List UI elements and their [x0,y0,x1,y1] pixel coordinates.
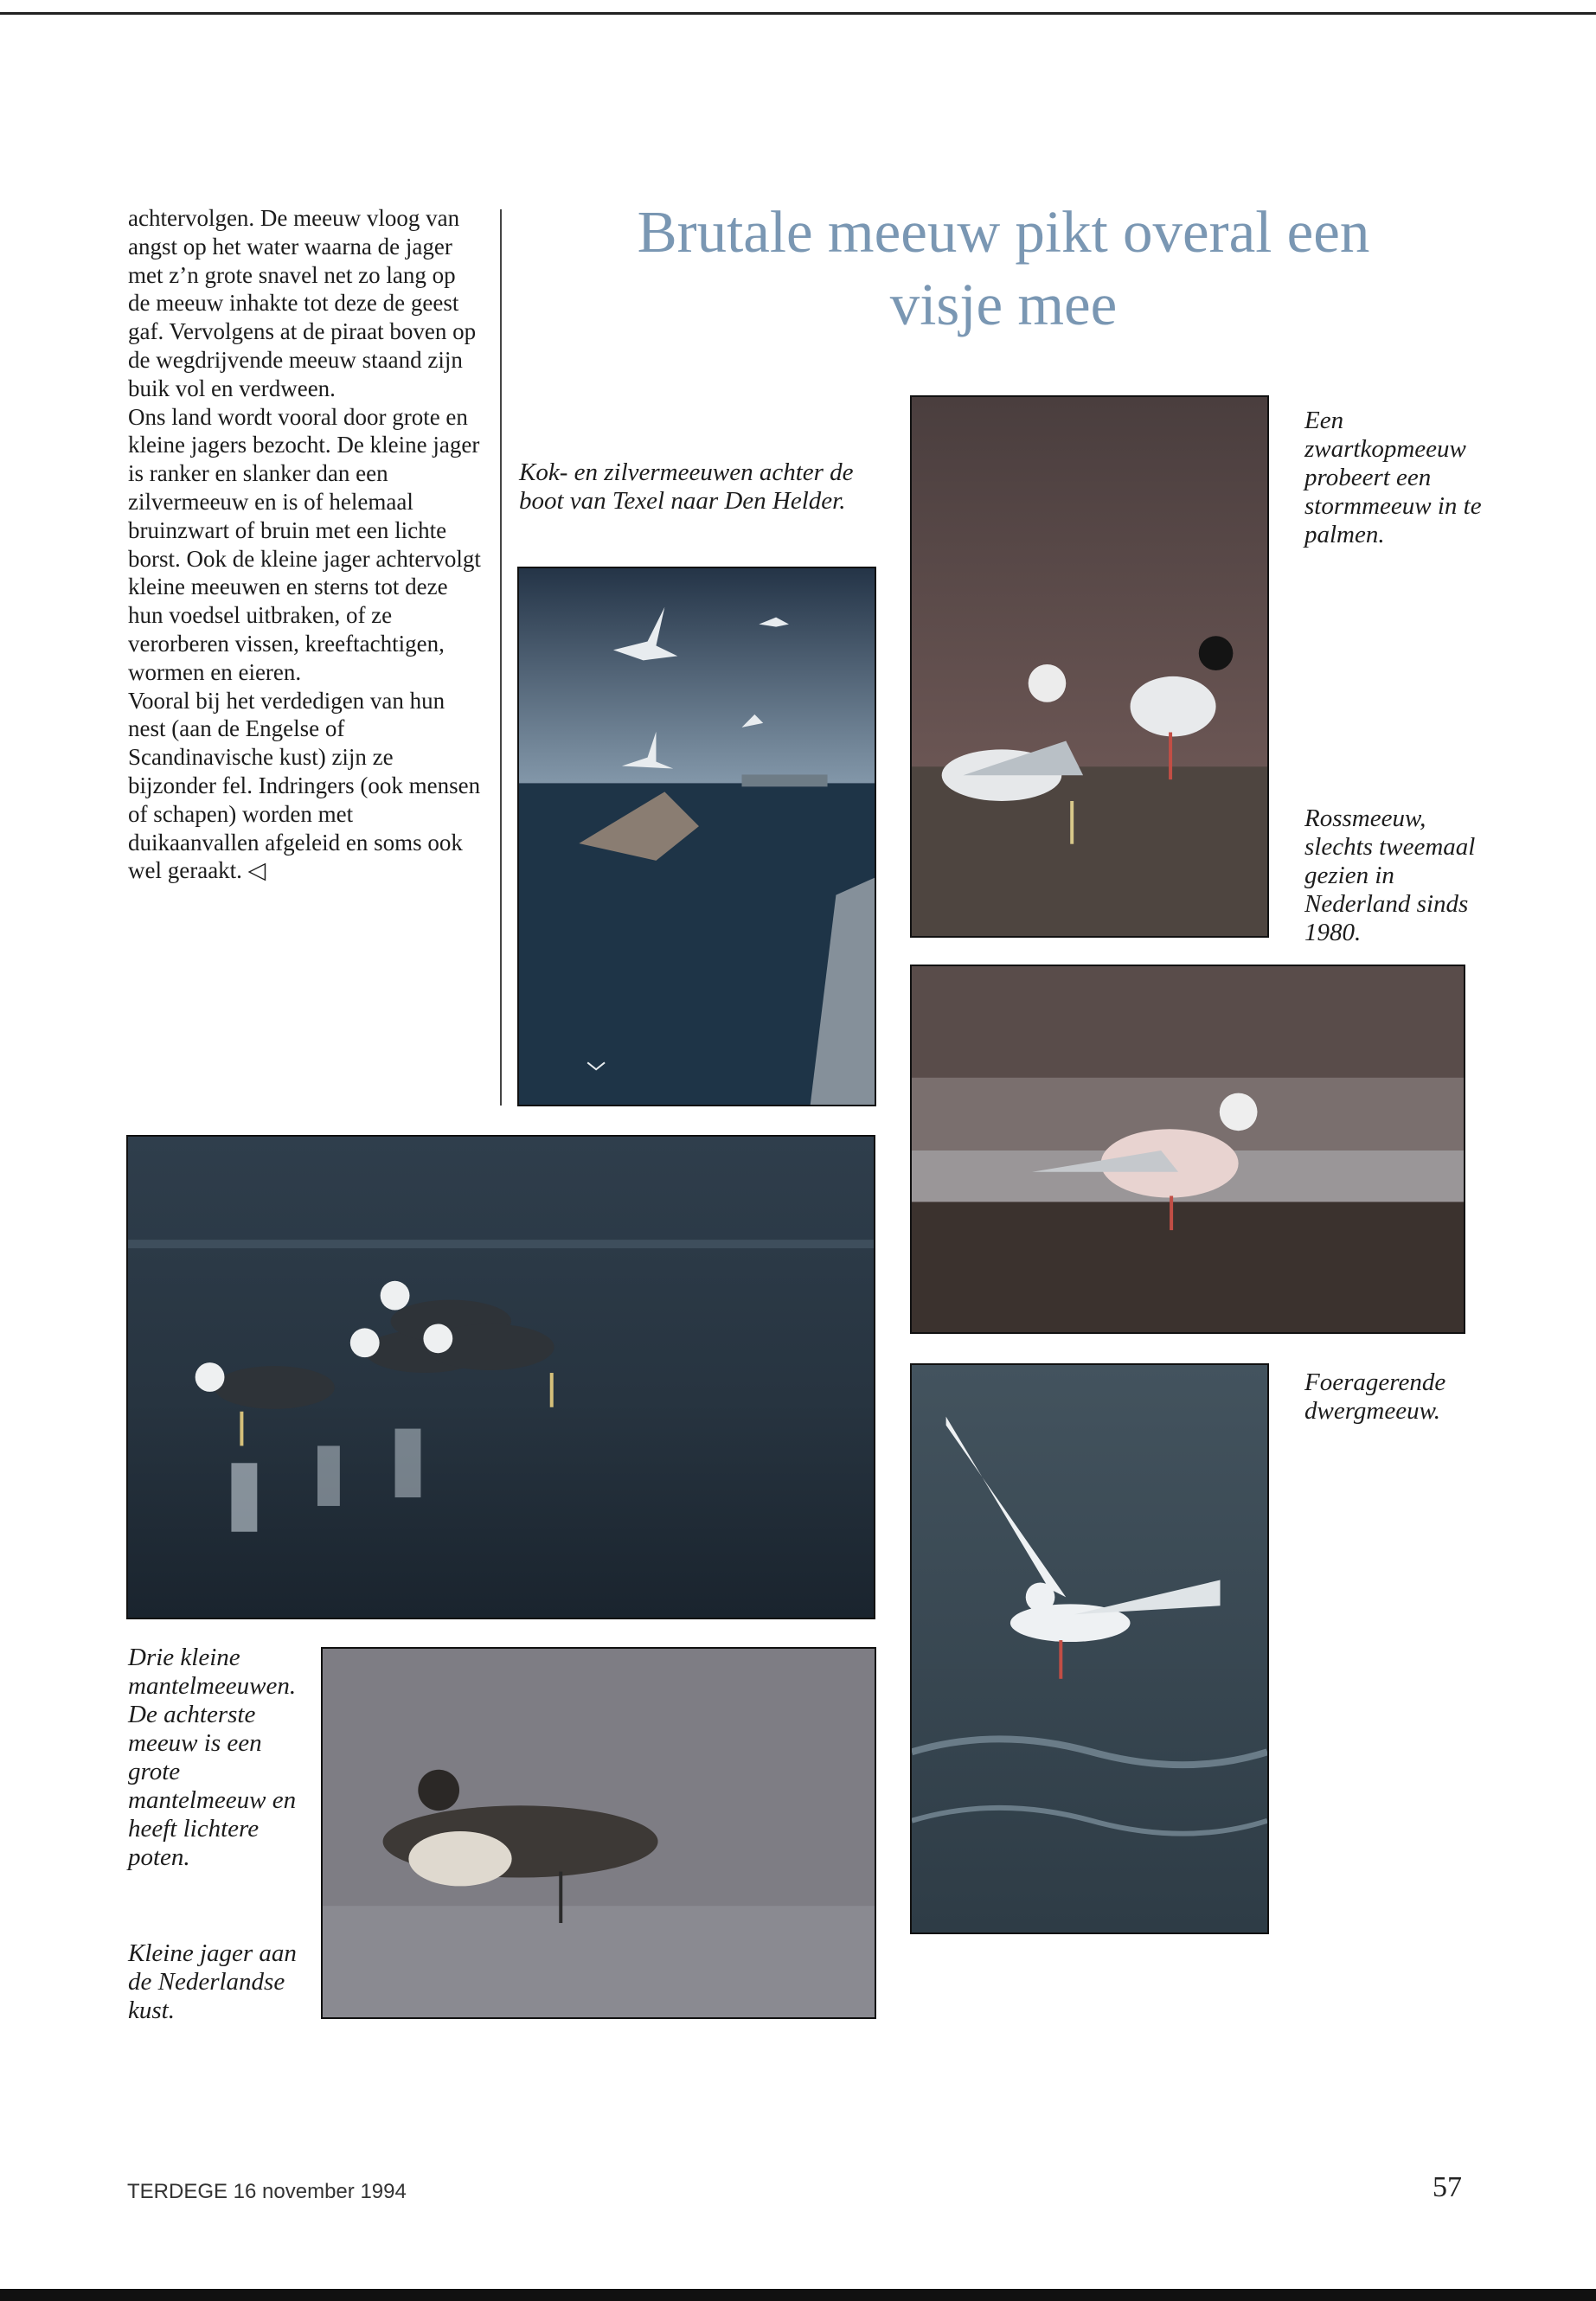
column-divider [500,209,502,1106]
caption-dwerg: Foeragerende dwergmeeuw. [1304,1368,1446,1425]
photo-dwergmeeuw [910,1363,1269,1934]
caption-jager: Kleine jager aan de Nederlandse kust. [128,1939,297,2024]
body-paragraph-2: Ons land wordt vooral door grote en kleine jagers bezocht. De kleine jager is ranker en slanker dan een zilvermeeuw en is of helemaal bruinzwart of bruin met een lichte borst. Ook de kleine jager achtervolgt kleine meeuwen en sterns tot deze hun voedsel uitbraken, of ze verorberen vissen, kreeftachtigen, wormen en eieren. [128,403,481,685]
caption-boat: Kok- en zilvermeeuwen achter de boot van Texel naar Den Helder. [519,458,854,515]
footer-publication: TERDEGE 16 november 1994 [127,2180,407,2203]
photo-mantelmeeuwen [126,1135,875,1619]
article-headline: Brutale meeuw pikt overal een visje mee [637,199,1370,337]
top-rule [0,12,1596,15]
body-paragraph-1: achtervolgen. De meeuw vloog van angst op het water waarna de jager met z’n grote snavel net zo lang op de meeuw inhakte tot deze de geest gaf. Vervolgens at de piraat boven op de wegdrijvende meeuw staand zijn buik vol en verdween. [128,205,477,401]
article-body [128,204,483,885]
bottom-rule [0,2289,1596,2301]
caption-zwartkop: Een zwartkopmeeuw probeert een stormmeeuw in te palmen. [1304,407,1482,548]
photo-gulls-behind-boat [517,567,876,1106]
body-paragraph-3: Vooral bij het verdedigen van hun nest (aan de Engelse of Scandinavische kust) zijn ze bijzonder fel. Indringers (ook mensen of schapen) worden met duikaanvallen afgeleid en soms ook wel geraakt. ◁ [128,687,481,884]
photo-rossmeeuw [910,965,1465,1334]
page-number: 57 [1433,2171,1462,2203]
photo-kleine-jager [321,1647,876,2019]
caption-ross: Rossmeeuw, slechts tweemaal gezien in Nederland sinds 1980. [1304,804,1476,946]
caption-mantel: Drie kleine mantelmeeuwen. De achterste meeuw is een grote mantelmeeuw en heeft lichtere poten. [128,1644,297,1871]
photo-zwartkopmeeuw [910,395,1269,938]
